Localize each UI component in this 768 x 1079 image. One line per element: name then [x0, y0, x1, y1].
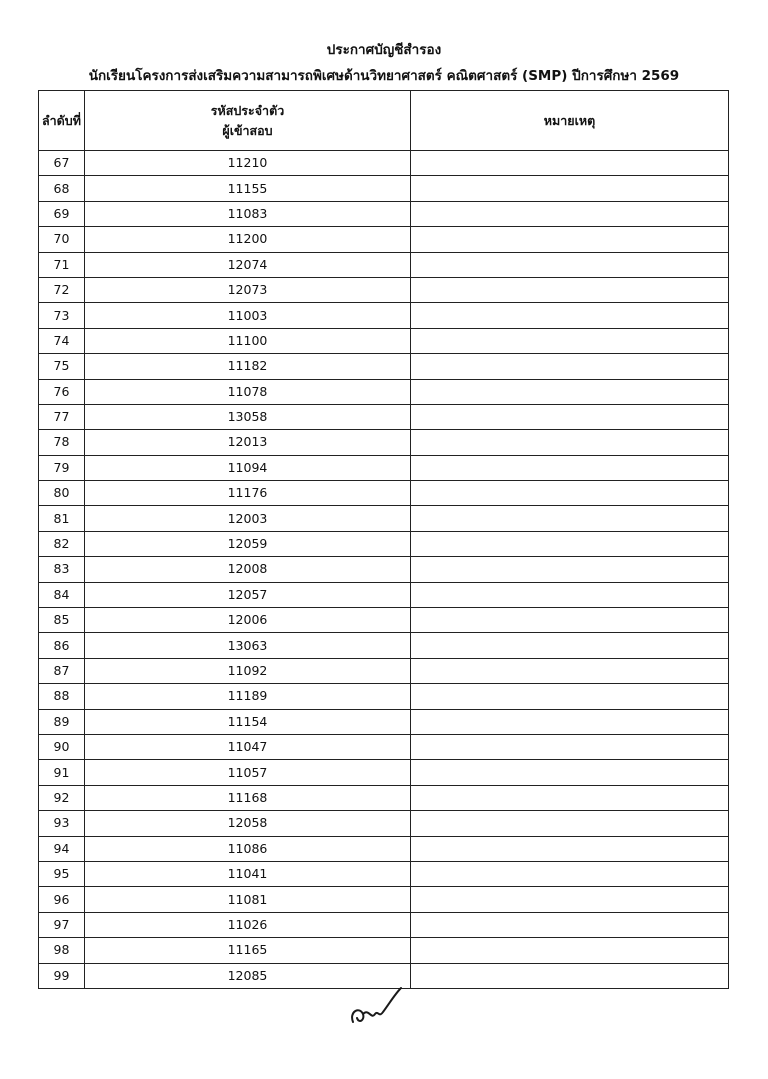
table-row	[39, 582, 729, 607]
document-title: ประกาศบัญชีสำรอง	[326, 42, 442, 58]
row-remarks	[411, 531, 729, 556]
row-remarks	[411, 252, 729, 277]
table-row	[39, 633, 729, 658]
row-sequence: 82	[39, 531, 85, 556]
row-sequence: 98	[39, 938, 85, 963]
header-exam-id-line2: ผู้เข้าสอบ	[222, 122, 273, 138]
row-remarks	[411, 201, 729, 226]
table-row	[39, 938, 729, 963]
row-exam-id: 11182	[85, 354, 411, 379]
table-row	[39, 785, 729, 810]
row-sequence: 70	[39, 227, 85, 252]
table-row	[39, 658, 729, 683]
row-sequence: 90	[39, 734, 85, 759]
table-row	[39, 709, 729, 734]
row-remarks	[411, 227, 729, 252]
row-exam-id: 12059	[85, 531, 411, 556]
row-exam-id: 11200	[85, 227, 411, 252]
row-exam-id: 12073	[85, 277, 411, 302]
header-exam-id	[85, 91, 411, 151]
table-row	[39, 151, 729, 176]
table-row	[39, 303, 729, 328]
row-exam-id: 11081	[85, 887, 411, 912]
table-row	[39, 734, 729, 759]
row-remarks	[411, 633, 729, 658]
row-sequence: 71	[39, 252, 85, 277]
table-row	[39, 430, 729, 455]
row-exam-id: 11155	[85, 176, 411, 201]
row-remarks	[411, 811, 729, 836]
row-exam-id: 12057	[85, 582, 411, 607]
table-row	[39, 328, 729, 353]
row-remarks	[411, 684, 729, 709]
row-sequence: 93	[39, 811, 85, 836]
table-row	[39, 277, 729, 302]
row-sequence: 89	[39, 709, 85, 734]
row-sequence: 96	[39, 887, 85, 912]
row-remarks	[411, 455, 729, 480]
table-row	[39, 404, 729, 429]
table-row	[39, 531, 729, 556]
row-sequence: 88	[39, 684, 85, 709]
table-row	[39, 811, 729, 836]
row-sequence: 77	[39, 404, 85, 429]
row-remarks	[411, 354, 729, 379]
row-remarks	[411, 836, 729, 861]
row-sequence: 91	[39, 760, 85, 785]
table-row	[39, 176, 729, 201]
row-remarks	[411, 404, 729, 429]
row-remarks	[411, 861, 729, 886]
row-sequence: 87	[39, 658, 85, 683]
row-remarks	[411, 151, 729, 176]
row-exam-id: 11100	[85, 328, 411, 353]
row-sequence: 78	[39, 430, 85, 455]
row-exam-id: 12074	[85, 252, 411, 277]
row-sequence: 72	[39, 277, 85, 302]
row-sequence: 73	[39, 303, 85, 328]
row-sequence: 79	[39, 455, 85, 480]
row-exam-id: 11083	[85, 201, 411, 226]
row-exam-id: 11094	[85, 455, 411, 480]
row-exam-id: 11041	[85, 861, 411, 886]
row-exam-id: 11189	[85, 684, 411, 709]
table-body	[39, 151, 729, 989]
row-exam-id: 11086	[85, 836, 411, 861]
row-exam-id: 12003	[85, 506, 411, 531]
row-remarks	[411, 734, 729, 759]
row-remarks	[411, 176, 729, 201]
row-sequence: 99	[39, 963, 85, 988]
row-exam-id: 11176	[85, 481, 411, 506]
row-remarks	[411, 887, 729, 912]
row-remarks	[411, 379, 729, 404]
row-exam-id: 11003	[85, 303, 411, 328]
row-sequence: 84	[39, 582, 85, 607]
header-sequence: ลำดับที่	[39, 91, 85, 151]
table-row	[39, 887, 729, 912]
row-exam-id: 12008	[85, 557, 411, 582]
signature	[345, 982, 405, 1030]
row-remarks	[411, 760, 729, 785]
row-sequence: 67	[39, 151, 85, 176]
table-row	[39, 861, 729, 886]
row-remarks	[411, 506, 729, 531]
row-sequence: 68	[39, 176, 85, 201]
table-row	[39, 227, 729, 252]
row-exam-id: 11165	[85, 938, 411, 963]
row-remarks	[411, 785, 729, 810]
row-exam-id: 12006	[85, 608, 411, 633]
row-remarks	[411, 430, 729, 455]
row-exam-id: 12013	[85, 430, 411, 455]
row-sequence: 95	[39, 861, 85, 886]
row-remarks	[411, 608, 729, 633]
table-row	[39, 608, 729, 633]
row-exam-id: 12058	[85, 811, 411, 836]
row-sequence: 92	[39, 785, 85, 810]
table-row	[39, 557, 729, 582]
table-row	[39, 455, 729, 480]
row-exam-id: 11154	[85, 709, 411, 734]
table-row	[39, 379, 729, 404]
row-exam-id: 11057	[85, 760, 411, 785]
row-exam-id: 11047	[85, 734, 411, 759]
table-row	[39, 684, 729, 709]
header-exam-id-line1: รหัสประจำตัว	[210, 102, 285, 118]
row-sequence: 83	[39, 557, 85, 582]
table-row	[39, 481, 729, 506]
row-remarks	[411, 912, 729, 937]
row-sequence: 74	[39, 328, 85, 353]
header-remarks: หมายเหตุ	[411, 91, 729, 151]
row-exam-id: 11078	[85, 379, 411, 404]
row-remarks	[411, 938, 729, 963]
row-sequence: 97	[39, 912, 85, 937]
row-exam-id: 11026	[85, 912, 411, 937]
row-remarks	[411, 277, 729, 302]
reserve-list-table	[38, 90, 729, 989]
row-exam-id: 11210	[85, 151, 411, 176]
row-exam-id: 12085	[85, 963, 411, 988]
row-remarks	[411, 328, 729, 353]
row-sequence: 85	[39, 608, 85, 633]
table-row	[39, 252, 729, 277]
row-remarks	[411, 709, 729, 734]
row-sequence: 69	[39, 201, 85, 226]
row-remarks	[411, 963, 729, 988]
row-sequence: 75	[39, 354, 85, 379]
row-sequence: 86	[39, 633, 85, 658]
row-remarks	[411, 303, 729, 328]
row-exam-id: 13058	[85, 404, 411, 429]
table-row	[39, 836, 729, 861]
row-exam-id: 11168	[85, 785, 411, 810]
row-remarks	[411, 658, 729, 683]
row-remarks	[411, 557, 729, 582]
table-row	[39, 506, 729, 531]
row-exam-id: 11092	[85, 658, 411, 683]
row-sequence: 81	[39, 506, 85, 531]
row-sequence: 76	[39, 379, 85, 404]
table-row	[39, 354, 729, 379]
row-sequence: 80	[39, 481, 85, 506]
row-sequence: 94	[39, 836, 85, 861]
row-remarks	[411, 582, 729, 607]
table-header-row	[39, 91, 729, 151]
row-exam-id: 13063	[85, 633, 411, 658]
table-row	[39, 760, 729, 785]
document-subtitle: นักเรียนโครงการส่งเสริมความสามารถพิเศษด้านวิทยาศาสตร์ คณิตศาสตร์ (SMP) ปีการศึกษา 2569	[88, 68, 680, 84]
table-row	[39, 912, 729, 937]
row-remarks	[411, 481, 729, 506]
table-row	[39, 201, 729, 226]
